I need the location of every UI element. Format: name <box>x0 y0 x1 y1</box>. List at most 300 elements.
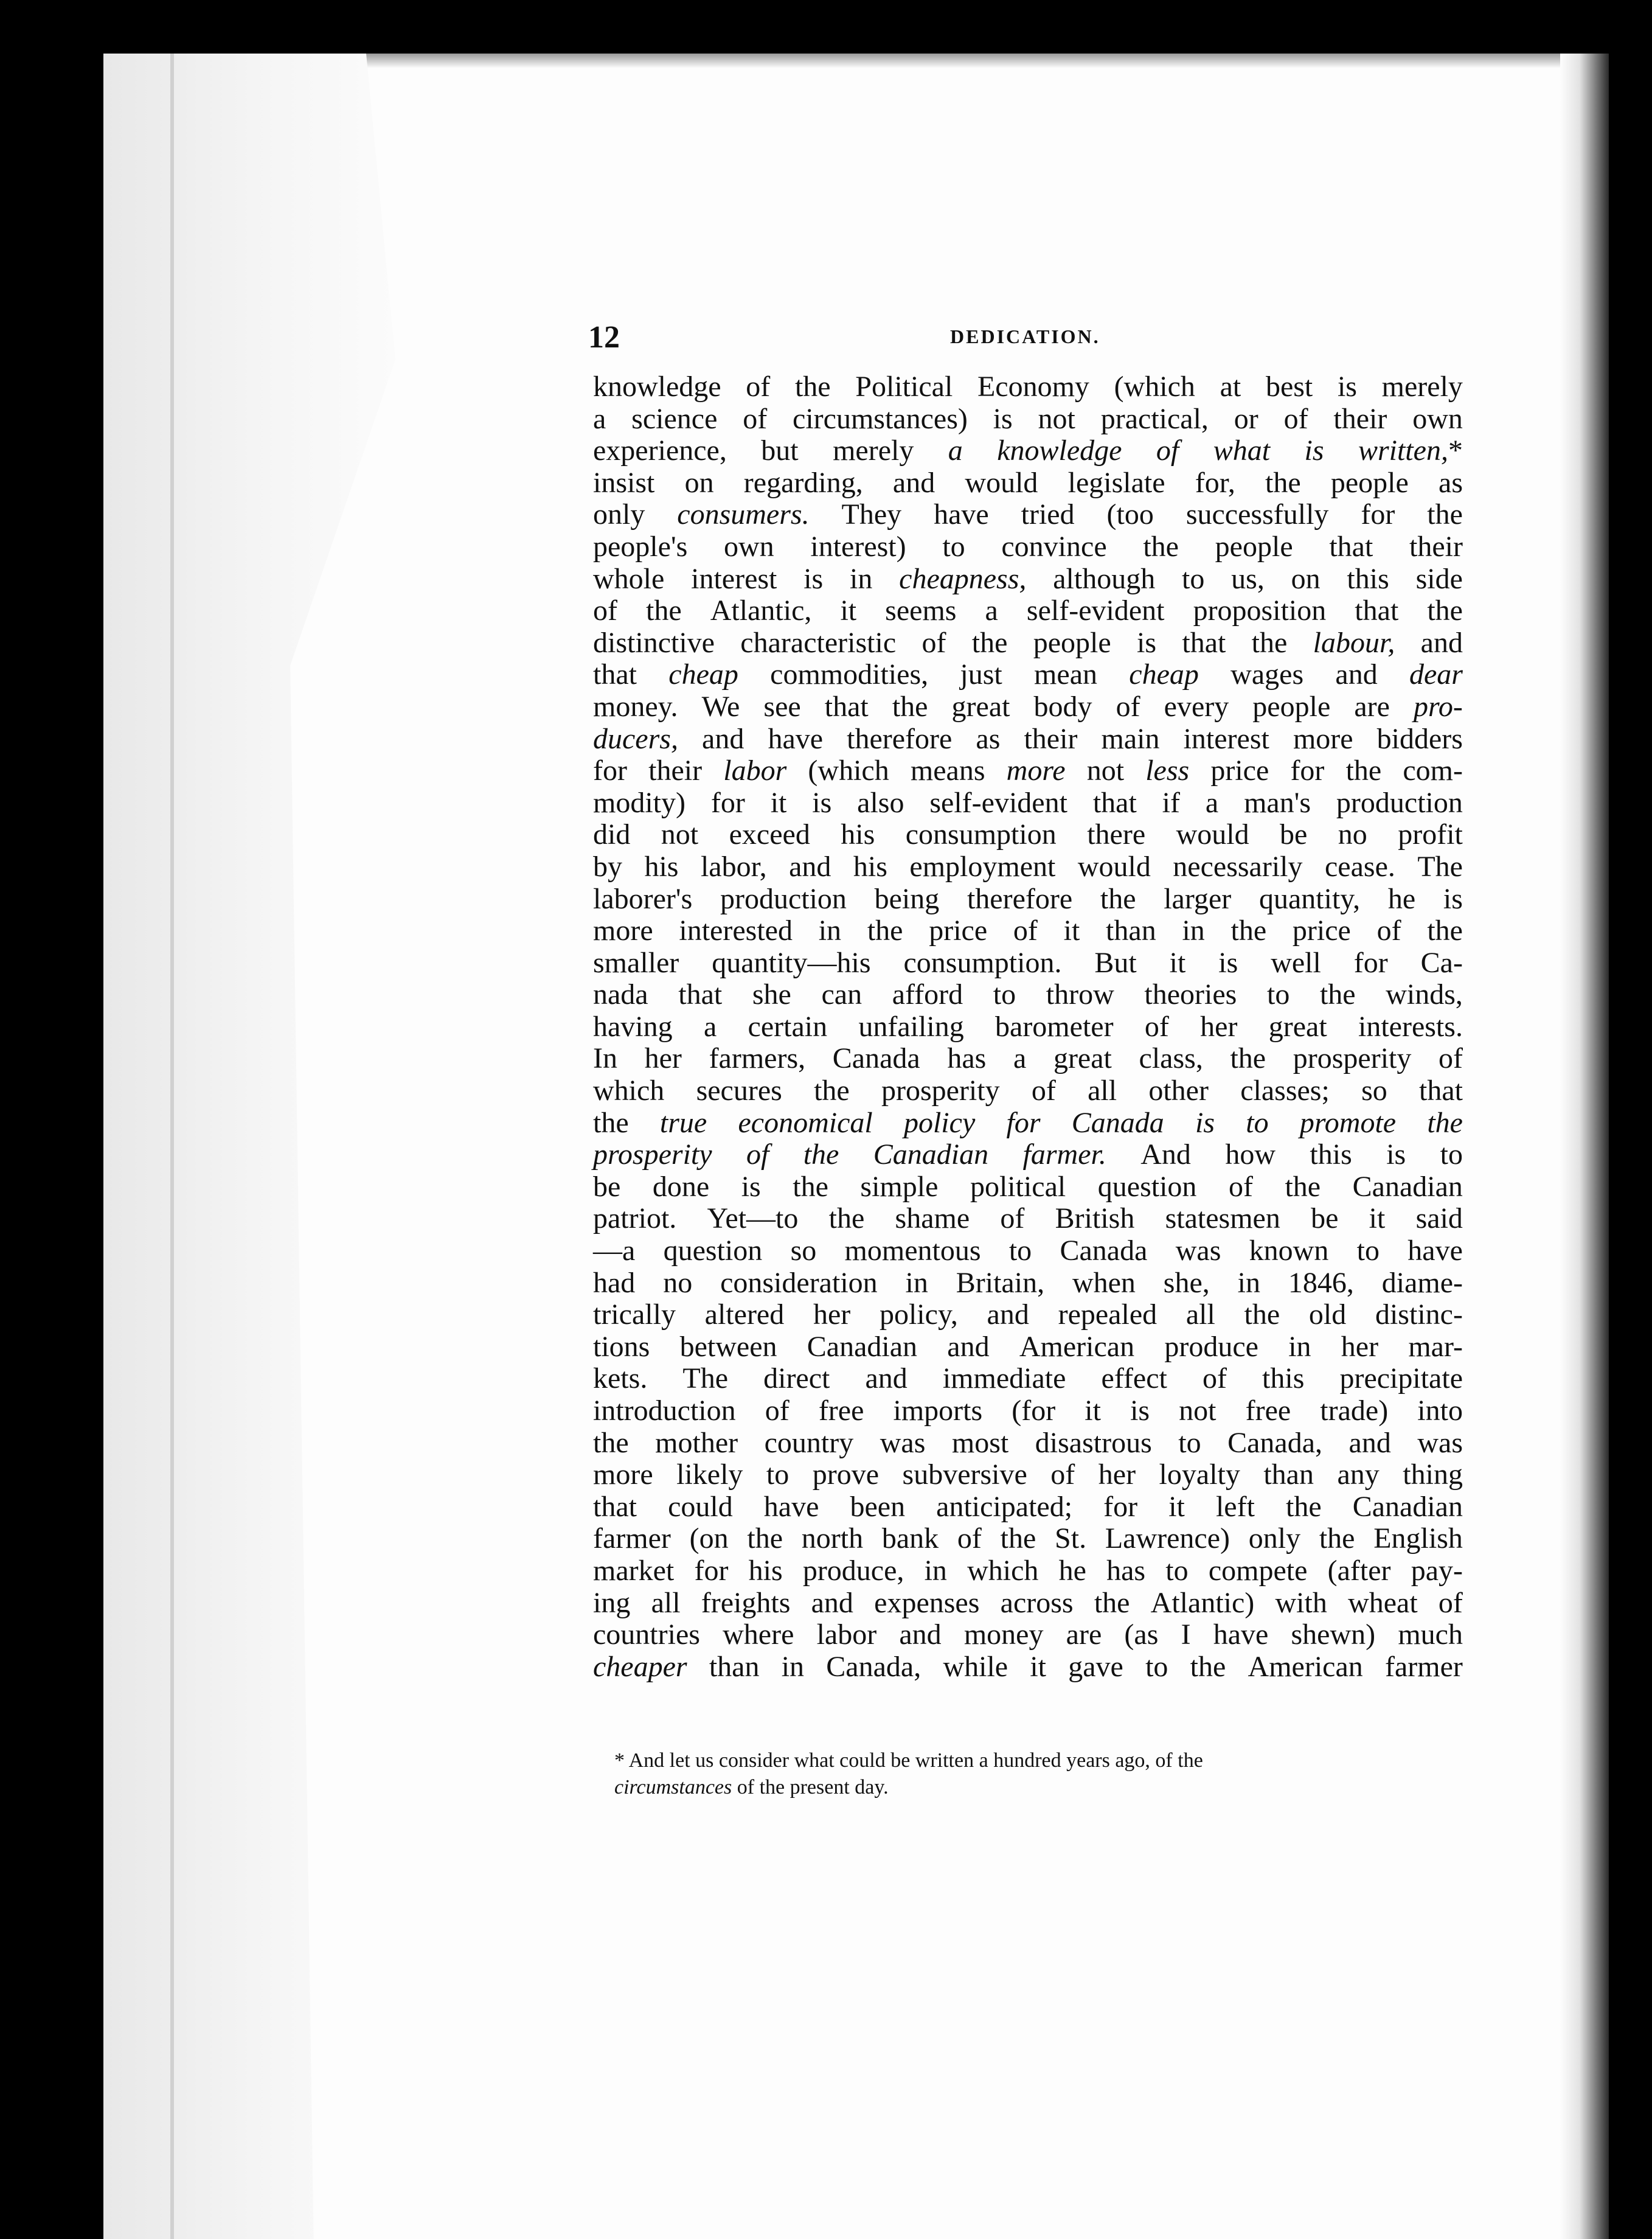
word: that <box>593 658 637 691</box>
word: In <box>593 1042 617 1075</box>
word: anticipated; <box>936 1490 1073 1523</box>
word: can <box>821 978 862 1011</box>
word: ing <box>593 1586 631 1619</box>
word: theories <box>1144 978 1237 1011</box>
word: other <box>1148 1074 1209 1107</box>
word: and <box>1348 1426 1391 1459</box>
word: of <box>746 371 771 403</box>
word: is <box>1130 1395 1150 1427</box>
word: would <box>1077 850 1151 883</box>
text-line <box>593 1299 1463 1331</box>
word: than <box>709 1650 760 1683</box>
text-line <box>593 595 1463 627</box>
word: have <box>763 1490 819 1523</box>
word: kets. <box>593 1362 648 1395</box>
text-line <box>593 1075 1463 1107</box>
word: has <box>947 1042 987 1075</box>
word: said <box>1415 1202 1463 1235</box>
word: of <box>1439 1042 1463 1075</box>
word: there <box>1087 818 1146 851</box>
word: it <box>1030 1650 1046 1683</box>
word: tions <box>593 1330 650 1363</box>
word: on <box>684 466 714 499</box>
word: means <box>910 754 985 787</box>
text-line <box>593 403 1463 436</box>
word: We <box>701 690 740 723</box>
word: the <box>1244 1298 1280 1331</box>
word: with <box>1275 1586 1327 1619</box>
word: he <box>1058 1554 1086 1587</box>
word: countries <box>593 1618 700 1651</box>
word: his <box>748 1554 783 1587</box>
word: as <box>1439 466 1463 499</box>
word: science <box>631 402 718 435</box>
word: which <box>593 1074 665 1107</box>
word: class, <box>1139 1042 1203 1075</box>
word: for, <box>1195 466 1235 499</box>
text-line <box>593 659 1463 691</box>
word: that <box>1182 626 1226 659</box>
word: be <box>593 1170 621 1203</box>
word: written,* <box>1358 434 1463 467</box>
word: of <box>1438 1586 1463 1619</box>
word: and <box>892 466 935 499</box>
word: effect <box>1101 1362 1167 1395</box>
word: employment <box>909 850 1056 883</box>
word: their <box>1024 722 1078 755</box>
word: wages <box>1230 658 1304 691</box>
word: nada <box>593 978 648 1011</box>
word: her <box>644 1042 682 1075</box>
word: at <box>1220 371 1241 403</box>
word: the <box>1000 1522 1036 1555</box>
text-line <box>593 627 1463 660</box>
word: more <box>1006 754 1066 787</box>
word: legislate <box>1067 466 1165 499</box>
word: of <box>743 402 768 435</box>
word: just <box>960 658 1002 691</box>
word: imports <box>893 1395 983 1427</box>
text-line <box>593 979 1463 1011</box>
word: interests. <box>1358 1010 1463 1043</box>
word: the <box>1427 498 1463 531</box>
word: of <box>1283 402 1308 435</box>
word: momentous <box>844 1234 981 1267</box>
text-line <box>593 1331 1463 1363</box>
page-number: 12 <box>588 320 620 355</box>
word: that <box>1355 594 1399 627</box>
word: likely <box>676 1458 743 1491</box>
word: every <box>1164 690 1229 723</box>
word: characteristic <box>740 626 897 659</box>
word: only <box>1248 1522 1301 1555</box>
text-line <box>593 915 1463 947</box>
word: this <box>1310 1138 1352 1171</box>
word: than <box>1263 1458 1314 1491</box>
word: the <box>814 1074 850 1107</box>
word: but <box>761 434 799 467</box>
word: great <box>1268 1010 1327 1043</box>
word: self-evident <box>929 786 1067 819</box>
word: British <box>1055 1202 1135 1235</box>
word: own <box>723 530 774 563</box>
text-line <box>593 1235 1463 1267</box>
word: their <box>1409 530 1463 563</box>
word: his <box>853 850 887 883</box>
word: Yet—to <box>707 1202 799 1235</box>
word: secures <box>696 1074 782 1107</box>
word: is <box>1443 882 1463 915</box>
word: smaller <box>593 946 679 979</box>
word: cheap <box>1129 658 1199 691</box>
running-head: DEDICATION. <box>950 326 1100 347</box>
word: Canadian <box>1352 1490 1463 1523</box>
word: her <box>1341 1330 1379 1363</box>
word: laborer's <box>593 882 693 915</box>
text-line <box>593 1043 1463 1075</box>
word: us, <box>1231 562 1265 595</box>
word: or <box>1234 402 1258 435</box>
text-line <box>593 563 1463 596</box>
text-line <box>593 1427 1463 1460</box>
word: political <box>970 1170 1066 1203</box>
word: a <box>1205 786 1219 819</box>
word: simple <box>860 1170 939 1203</box>
word: of <box>1000 1202 1025 1235</box>
word: great <box>1053 1042 1112 1075</box>
word: consumption. <box>903 946 1062 979</box>
word: not <box>1179 1395 1216 1427</box>
word: quantity, <box>1258 882 1361 915</box>
word: farmer. <box>1022 1138 1106 1171</box>
text-line <box>593 1395 1463 1427</box>
word: this <box>1262 1362 1305 1395</box>
word: it <box>770 786 787 819</box>
word: to <box>1178 1426 1201 1459</box>
word: the <box>1230 914 1267 947</box>
word: only <box>593 498 645 531</box>
word: knowledge <box>593 371 721 403</box>
word: was <box>1175 1234 1221 1267</box>
word: produce, <box>802 1554 904 1587</box>
word: patriot. <box>593 1202 677 1235</box>
word: insist <box>593 466 655 499</box>
word: that <box>678 978 723 1011</box>
word: repealed <box>1058 1298 1157 1331</box>
word: she, <box>1163 1266 1210 1299</box>
word: is <box>1195 1106 1215 1139</box>
word: policy <box>903 1106 976 1139</box>
word: also <box>857 786 904 819</box>
word: main <box>1101 722 1160 755</box>
word: of <box>1050 1458 1075 1491</box>
word: labor <box>723 754 787 787</box>
text-line <box>593 1459 1463 1491</box>
word: the <box>1427 594 1463 627</box>
word: merely <box>833 434 914 467</box>
word: a <box>1013 1042 1027 1075</box>
text-line <box>593 851 1463 883</box>
word: of <box>746 1138 769 1171</box>
word: mean <box>1034 658 1097 691</box>
word: price <box>1210 754 1269 787</box>
page-right-edge <box>1560 54 1609 2239</box>
word: interest <box>1183 722 1269 755</box>
word: to <box>1008 1234 1032 1267</box>
text-line <box>593 1203 1463 1235</box>
word: their <box>1333 402 1387 435</box>
word: for <box>1361 498 1395 531</box>
word: to <box>1182 562 1205 595</box>
word: side <box>1415 562 1463 595</box>
word: no <box>663 1266 693 1299</box>
word: merely <box>1381 371 1463 403</box>
word: Canadian <box>873 1138 989 1171</box>
word: quantity—his <box>712 946 871 979</box>
word: distinc- <box>1375 1298 1463 1331</box>
word: people <box>1252 690 1331 723</box>
word: —a <box>593 1234 636 1267</box>
text-line <box>593 947 1463 980</box>
word: how <box>1225 1138 1276 1171</box>
word: of <box>1013 914 1038 947</box>
word: prosperity <box>1293 1042 1412 1075</box>
word: that <box>1329 530 1373 563</box>
word: (too <box>1106 498 1154 531</box>
word: own <box>1412 402 1463 435</box>
word: her <box>1098 1458 1136 1491</box>
word: body <box>1033 690 1092 723</box>
word: to <box>1356 1234 1380 1267</box>
word: the <box>794 371 831 403</box>
word: freights <box>701 1586 791 1619</box>
word: that <box>1092 786 1137 819</box>
word: the <box>593 1426 629 1459</box>
word: circumstances) <box>793 402 968 435</box>
word: in <box>1237 1266 1260 1299</box>
word: price <box>1292 914 1351 947</box>
word: the <box>1143 530 1179 563</box>
text-line <box>593 691 1463 723</box>
word: of <box>957 1522 982 1555</box>
text-line <box>593 499 1463 531</box>
word: in <box>850 562 873 595</box>
word: (after <box>1327 1554 1391 1587</box>
word: cease. <box>1324 850 1395 883</box>
footnote-rest: of the present day. <box>732 1776 889 1799</box>
word: could <box>668 1490 733 1523</box>
word: the <box>892 690 928 723</box>
word: Britain, <box>956 1266 1045 1299</box>
word: statesmen <box>1165 1202 1280 1235</box>
word: across <box>1000 1586 1074 1619</box>
word: his <box>841 818 875 851</box>
word: into <box>1417 1395 1463 1427</box>
word: Canadian <box>1352 1170 1463 1203</box>
word: classes; <box>1240 1074 1330 1107</box>
word: and <box>1335 658 1378 691</box>
word: it <box>1085 1395 1101 1427</box>
word: the <box>747 1522 783 1555</box>
word: had <box>593 1266 636 1299</box>
word: certain <box>748 1010 828 1043</box>
text-line <box>593 435 1463 467</box>
word: (which <box>808 754 889 787</box>
text-line <box>593 1267 1463 1300</box>
word: for <box>1353 946 1388 979</box>
word: immediate <box>942 1362 1066 1395</box>
word: while <box>943 1650 1008 1683</box>
word: than <box>1106 914 1156 947</box>
text-line <box>593 1619 1463 1651</box>
word: successfully <box>1185 498 1329 531</box>
word: in <box>818 914 842 947</box>
word: interest) <box>810 530 906 563</box>
word: and <box>947 1330 990 1363</box>
word: necessarily <box>1173 850 1303 883</box>
word: as <box>976 722 1001 755</box>
word: dear <box>1409 658 1463 691</box>
word: great <box>951 690 1010 723</box>
word: American <box>1248 1650 1363 1683</box>
word: between <box>679 1330 777 1363</box>
word: so <box>1361 1074 1387 1107</box>
word: all <box>1185 1298 1215 1331</box>
word: introduction <box>593 1395 736 1427</box>
word: American <box>1019 1330 1135 1363</box>
word: consumers. <box>677 498 810 531</box>
word: 1846, <box>1288 1266 1354 1299</box>
word: it <box>1063 914 1080 947</box>
word: Canada <box>1071 1106 1164 1139</box>
text-line <box>593 723 1463 756</box>
word: interested <box>679 914 793 947</box>
word: if <box>1162 786 1180 819</box>
word: English <box>1373 1522 1463 1555</box>
word: not <box>1086 754 1125 787</box>
word: price <box>929 914 988 947</box>
word: to <box>766 1458 790 1491</box>
word: have <box>768 722 824 755</box>
footnote-line: * And let us consider what could be written a hundred years ago, of the <box>614 1749 1203 1772</box>
word: would <box>1176 818 1249 851</box>
folded-corner <box>103 54 395 2239</box>
word: that <box>1419 1074 1463 1107</box>
word: when <box>1072 1266 1136 1299</box>
word: Atlantic, <box>710 594 812 627</box>
word: St. <box>1055 1522 1087 1555</box>
word: (on <box>689 1522 729 1555</box>
word: money <box>963 1618 1044 1651</box>
word: she <box>752 978 791 1011</box>
word: would <box>965 466 1038 499</box>
word: The <box>682 1362 729 1395</box>
word: labour, <box>1313 626 1395 659</box>
text-line <box>593 467 1463 500</box>
word: of <box>1031 1074 1056 1107</box>
text-line <box>593 1555 1463 1587</box>
word: be <box>1280 818 1308 851</box>
word: in <box>781 1650 805 1683</box>
word: this <box>1347 562 1389 595</box>
word: the <box>1345 754 1382 787</box>
word: to <box>1440 1138 1463 1171</box>
word: that <box>593 1490 637 1523</box>
word: wheat <box>1348 1586 1418 1619</box>
word: disastrous <box>1035 1426 1152 1459</box>
word: profit <box>1398 818 1463 851</box>
word: any <box>1337 1458 1380 1491</box>
word: the <box>803 1138 839 1171</box>
word: free <box>1245 1395 1291 1427</box>
word: mother <box>655 1426 738 1459</box>
word: (as <box>1124 1618 1159 1651</box>
word: Canada, <box>826 1650 921 1683</box>
word: is <box>803 562 824 595</box>
word: tried <box>1021 498 1075 531</box>
word: of <box>1228 1170 1253 1203</box>
word: shewn) <box>1291 1618 1376 1651</box>
word: unfailing <box>858 1010 964 1043</box>
word: And <box>1140 1138 1191 1171</box>
word: thing <box>1403 1458 1463 1491</box>
word: subversive <box>902 1458 1027 1491</box>
word: Atlantic) <box>1150 1586 1255 1619</box>
word: free <box>818 1395 864 1427</box>
word: did <box>593 818 631 851</box>
word: all <box>651 1586 681 1619</box>
word: altered <box>704 1298 785 1331</box>
word: that <box>824 690 869 723</box>
body-text <box>593 371 1463 1683</box>
word: for <box>710 786 745 819</box>
word: experience, <box>593 434 727 467</box>
word: is <box>1218 946 1238 979</box>
word: the <box>971 626 1008 659</box>
word: well <box>1271 946 1321 979</box>
word: regarding, <box>743 466 863 499</box>
word: and <box>899 1618 942 1651</box>
word: people's <box>593 530 688 563</box>
word: of <box>1116 690 1140 723</box>
word: They <box>841 498 902 531</box>
word: more <box>593 914 653 947</box>
word: bidders <box>1376 722 1463 755</box>
word: farmers, <box>709 1042 806 1075</box>
word: the <box>593 1106 629 1139</box>
word: true <box>659 1106 707 1139</box>
word: having <box>593 1010 673 1043</box>
fold-crease <box>170 54 174 2239</box>
word: left <box>1215 1490 1255 1523</box>
word: has <box>1106 1554 1146 1587</box>
word: the <box>1265 466 1301 499</box>
word: his <box>644 850 679 883</box>
word: commodities, <box>770 658 929 691</box>
text-line <box>593 1491 1463 1523</box>
word: produce <box>1164 1330 1258 1363</box>
footnote <box>614 1747 1478 1801</box>
word: for <box>1290 754 1325 787</box>
word: the <box>1285 1170 1321 1203</box>
word: compete <box>1208 1554 1308 1587</box>
word: afford <box>892 978 963 1011</box>
word: no <box>1338 818 1367 851</box>
text-line <box>593 883 1463 916</box>
word: the <box>1190 1650 1226 1683</box>
word: done <box>652 1170 710 1203</box>
word: a <box>948 434 963 467</box>
